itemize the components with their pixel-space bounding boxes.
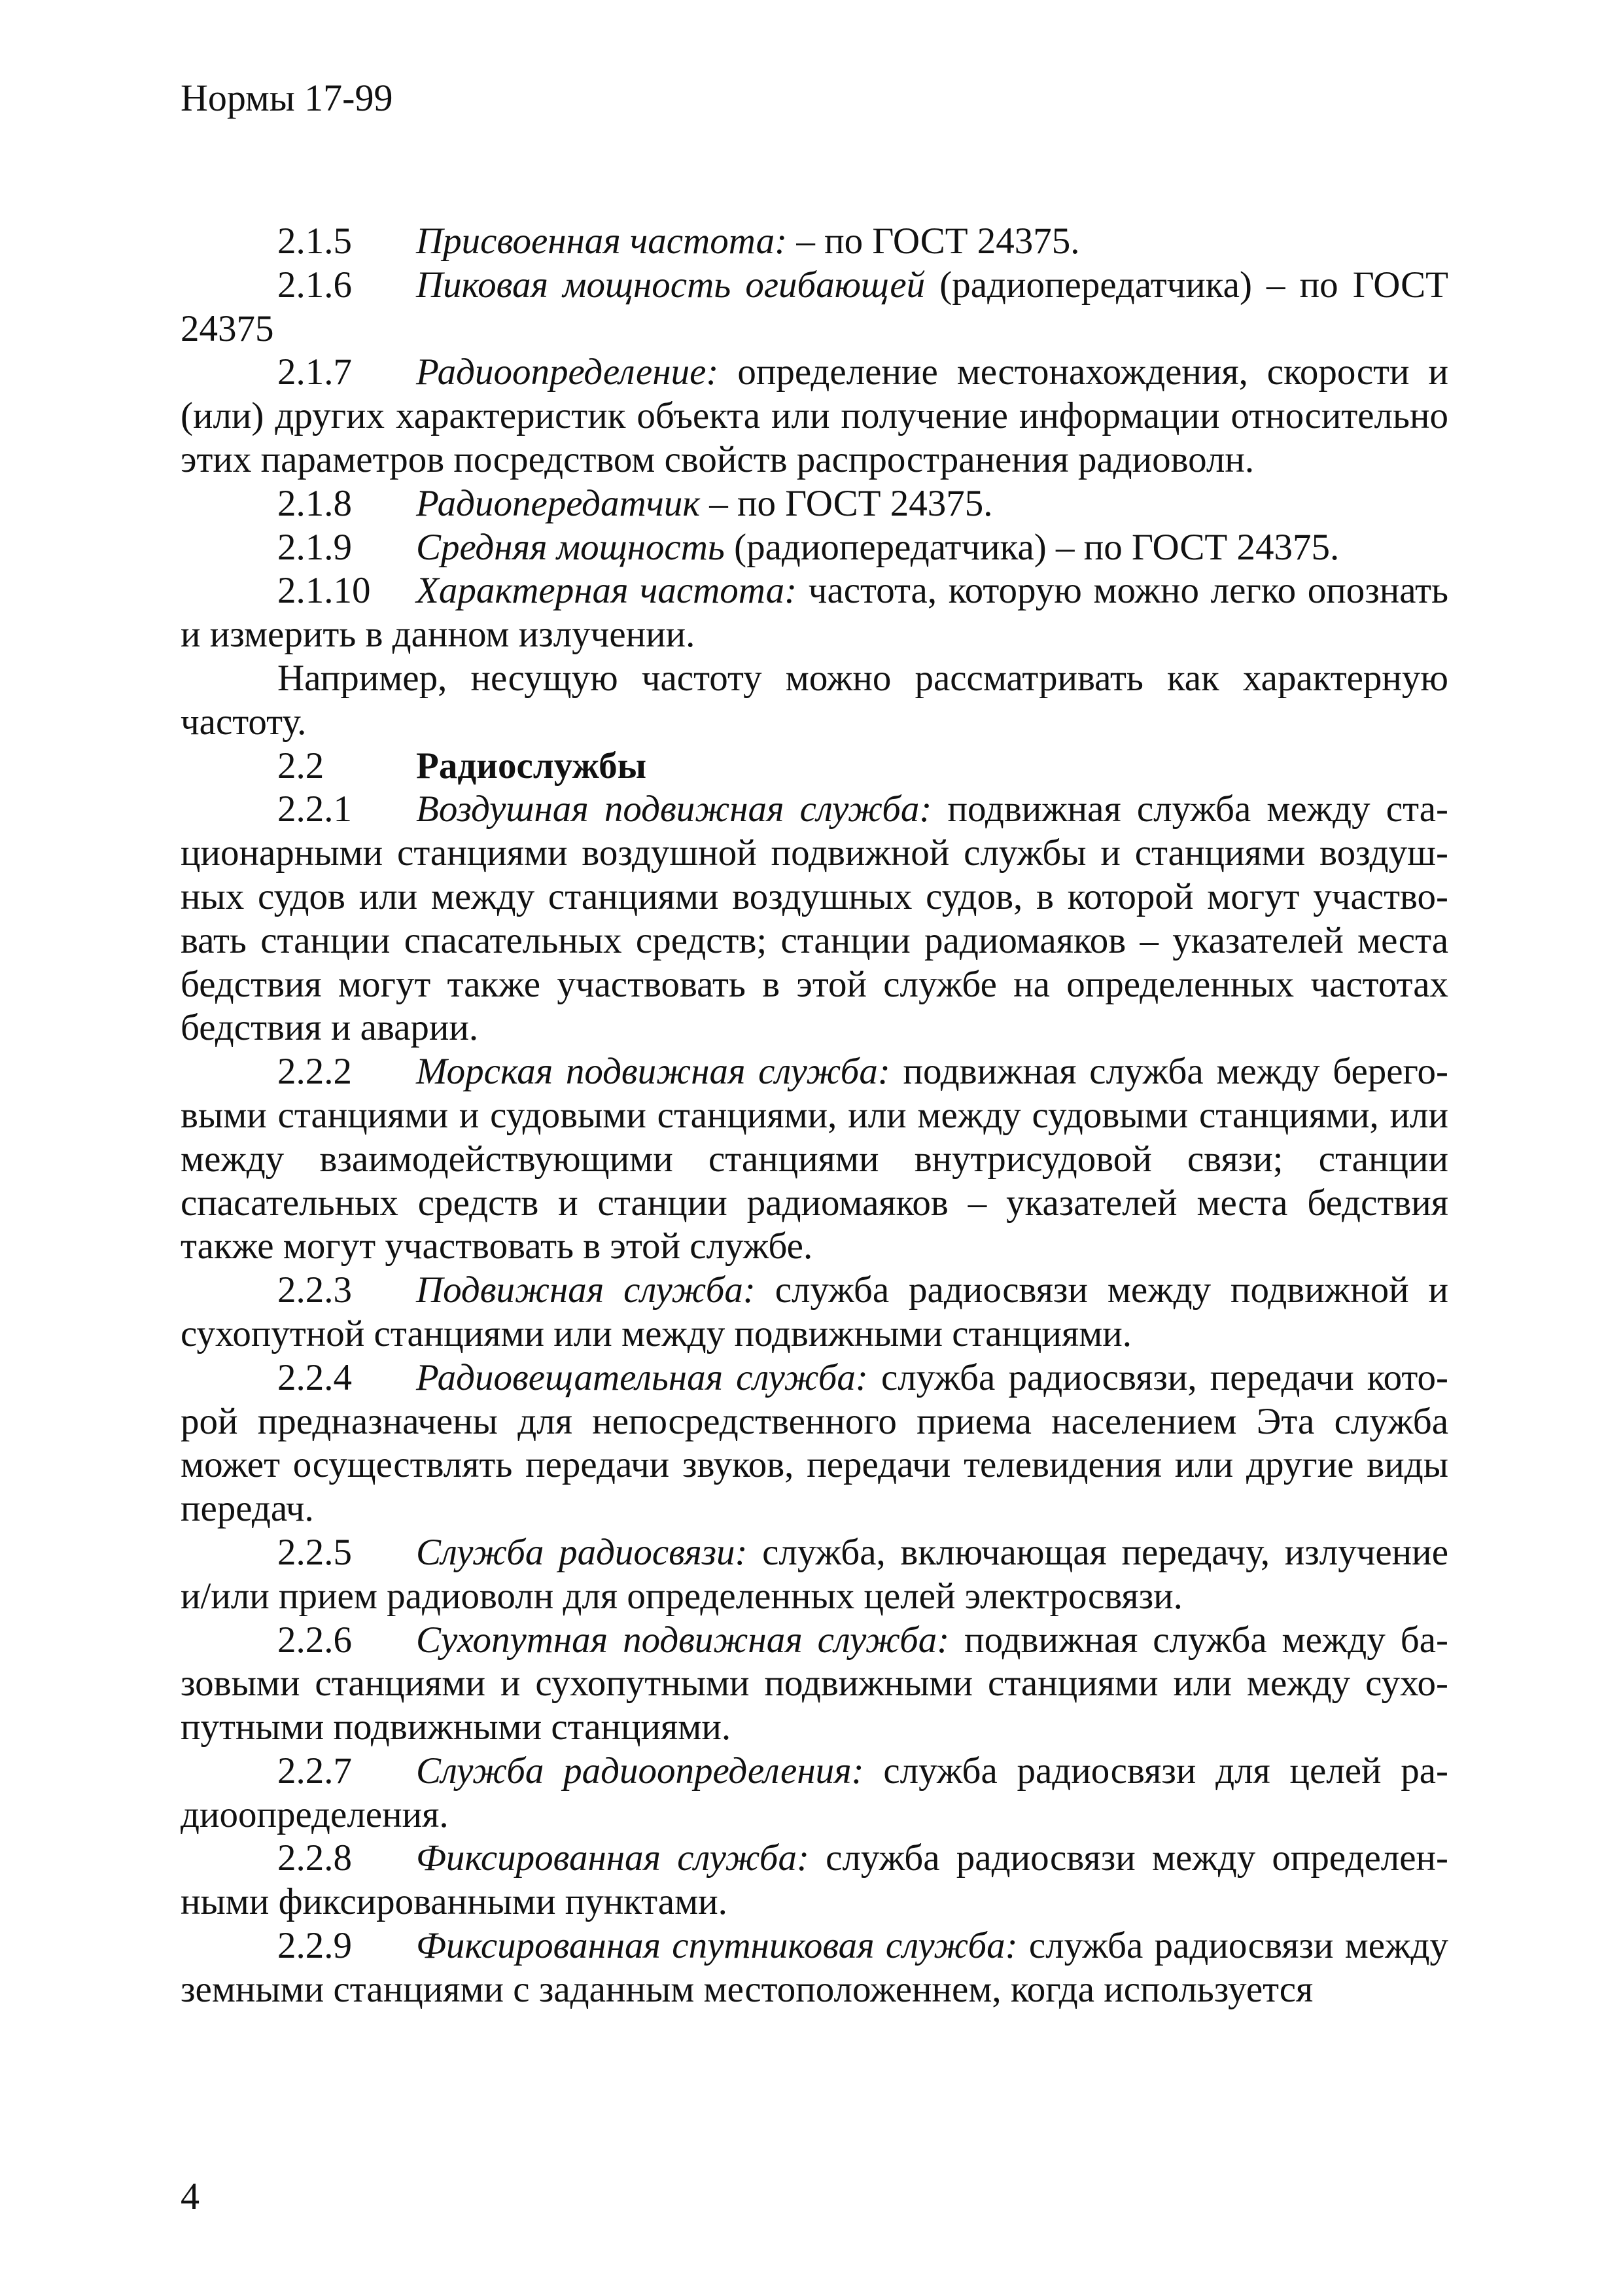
definition-text: подвижная служба между базовыми станциями и сухопутными подвижными станциями или между сухопутными подвижными станциями. <box>181 1619 1448 1748</box>
term: Служба радиосвязи: <box>416 1531 748 1573</box>
definition-2-1-10 <box>181 569 1448 657</box>
section-number: 2.2 <box>277 745 324 786</box>
page-number: 4 <box>181 2175 200 2217</box>
clause-number: 2.1.10 <box>277 570 371 612</box>
definition-text: частота, которую можно легко опознать и измерить в данном излучении. <box>181 570 1448 656</box>
term: Фиксированная служба: <box>416 1837 809 1879</box>
definition-2-1-5 <box>181 220 1448 264</box>
term: Подвижная служба: <box>416 1269 756 1311</box>
running-head: Нормы 17-99 <box>181 77 393 119</box>
term: Сухопутная подвижная служба: <box>416 1619 950 1661</box>
definition-text: служба радиосвязи между определенными фиксированными пунктами. <box>181 1837 1448 1923</box>
definition-text: (радиопередатчика) – по ГОСТ 24375 <box>181 264 1448 349</box>
definition-text: подвижная служба между береговыми станциями и судовыми станциями, или между судовыми станциями, или между взаимодействующими станциями внутрисудовой связи; станции спасательных средств и станции радиомаяков – указателей места бедствия также могут участвовать в этой службе. <box>181 1051 1449 1267</box>
clause-number: 2.1.8 <box>277 482 352 524</box>
definition-text: служба радиосвязи, передачи которой предназначены для непосредственного приема населением Эта служба может осуществлять передачи звуков, передачи телевидения или другие виды передач. <box>181 1356 1448 1530</box>
clause-number: 2.2.1 <box>277 788 352 830</box>
clause-number: 2.1.6 <box>277 264 352 306</box>
definition-2-1-7 <box>181 351 1448 482</box>
term: Радиовещательная служба: <box>416 1356 868 1398</box>
definition-2-2-1 <box>181 788 1448 1050</box>
document-body <box>181 220 1448 2012</box>
clause-number: 2.2.9 <box>277 1925 352 1967</box>
definition-2-2-5 <box>181 1531 1448 1619</box>
clause-number: 2.1.7 <box>277 351 352 393</box>
definition-2-2-2 <box>181 1050 1448 1269</box>
clause-number: 2.2.3 <box>277 1269 352 1311</box>
definition-text: (радиопередатчика) – по ГОСТ 24375. <box>724 526 1340 568</box>
term: Воздушная подвижная служба: <box>416 788 932 830</box>
clause-number: 2.1.9 <box>277 526 352 568</box>
term: Служба радиоопределения: <box>416 1750 864 1792</box>
definition-text: определение местонахождения, скорости и (или) других характеристик объекта или получение информации относительно этих параметров посредством свойств распространения радиоволн. <box>181 351 1448 480</box>
clause-number: 2.2.6 <box>277 1619 352 1661</box>
definition-text: подвижная служба между стационарными станциями воздушной подвижной службы и станциями воздушных судов или между станциями воздушных судов, в которой могут участвовать станции спасательных средств; станции радиомаяков – указателей места бедствия могут также участвовать в этой службе на определенных частотах бедствия и аварии. <box>181 788 1448 1049</box>
definition-2-1-9 <box>181 526 1448 570</box>
section-title: Радиослужбы <box>416 745 647 786</box>
definition-text: служба, включающая передачу, излучение и/или прием радиоволн для определенных целей электросвязи. <box>181 1531 1448 1617</box>
term: Характерная частота: <box>416 570 797 612</box>
term: Радиоопределение: <box>416 351 719 393</box>
term: Фиксированная спутниковая служба: <box>416 1925 1018 1967</box>
definition-2-2-4 <box>181 1356 1448 1531</box>
clause-number: 2.2.7 <box>277 1750 352 1792</box>
term: Присвоенная частота: <box>416 221 788 262</box>
clause-number: 2.2.5 <box>277 1531 352 1573</box>
definition-2-2-9 <box>181 1924 1448 2012</box>
term: Радиопередатчик <box>416 482 701 524</box>
clause-number: 2.2.8 <box>277 1837 352 1879</box>
definition-2-1-8 <box>181 482 1448 526</box>
term: Средняя мощность <box>416 526 725 568</box>
definition-2-2-3 <box>181 1269 1448 1356</box>
term: Морская подвижная служба: <box>416 1051 890 1093</box>
definition-2-2-6 <box>181 1619 1448 1750</box>
definition-text: служба радиосвязи между подвижной и сухопутной станциями или между подвижными станциями. <box>181 1269 1448 1354</box>
example-note: Например, несущую частоту можно рассматривать как характерную частоту. <box>181 657 1448 743</box>
clause-number: 2.1.5 <box>277 221 352 262</box>
definition-text: – по ГОСТ 24375. <box>700 482 993 524</box>
clause-number: 2.2.4 <box>277 1356 352 1398</box>
definition-2-2-7 <box>181 1750 1448 1837</box>
definition-text: служба радиосвязи для целей радиоопределения. <box>181 1750 1449 1835</box>
definition-2-2-8 <box>181 1837 1448 1924</box>
definition-2-1-6 <box>181 264 1448 351</box>
definition-text: – по ГОСТ 24375. <box>787 221 1080 262</box>
clause-number: 2.2.2 <box>277 1051 352 1093</box>
section-heading-2-2 <box>181 745 1448 788</box>
definition-text: служба радиосвязи между земными станциями с заданным местоположеннем, когда используется <box>181 1925 1448 2010</box>
term: Пиковая мощность огибающей <box>416 264 926 306</box>
